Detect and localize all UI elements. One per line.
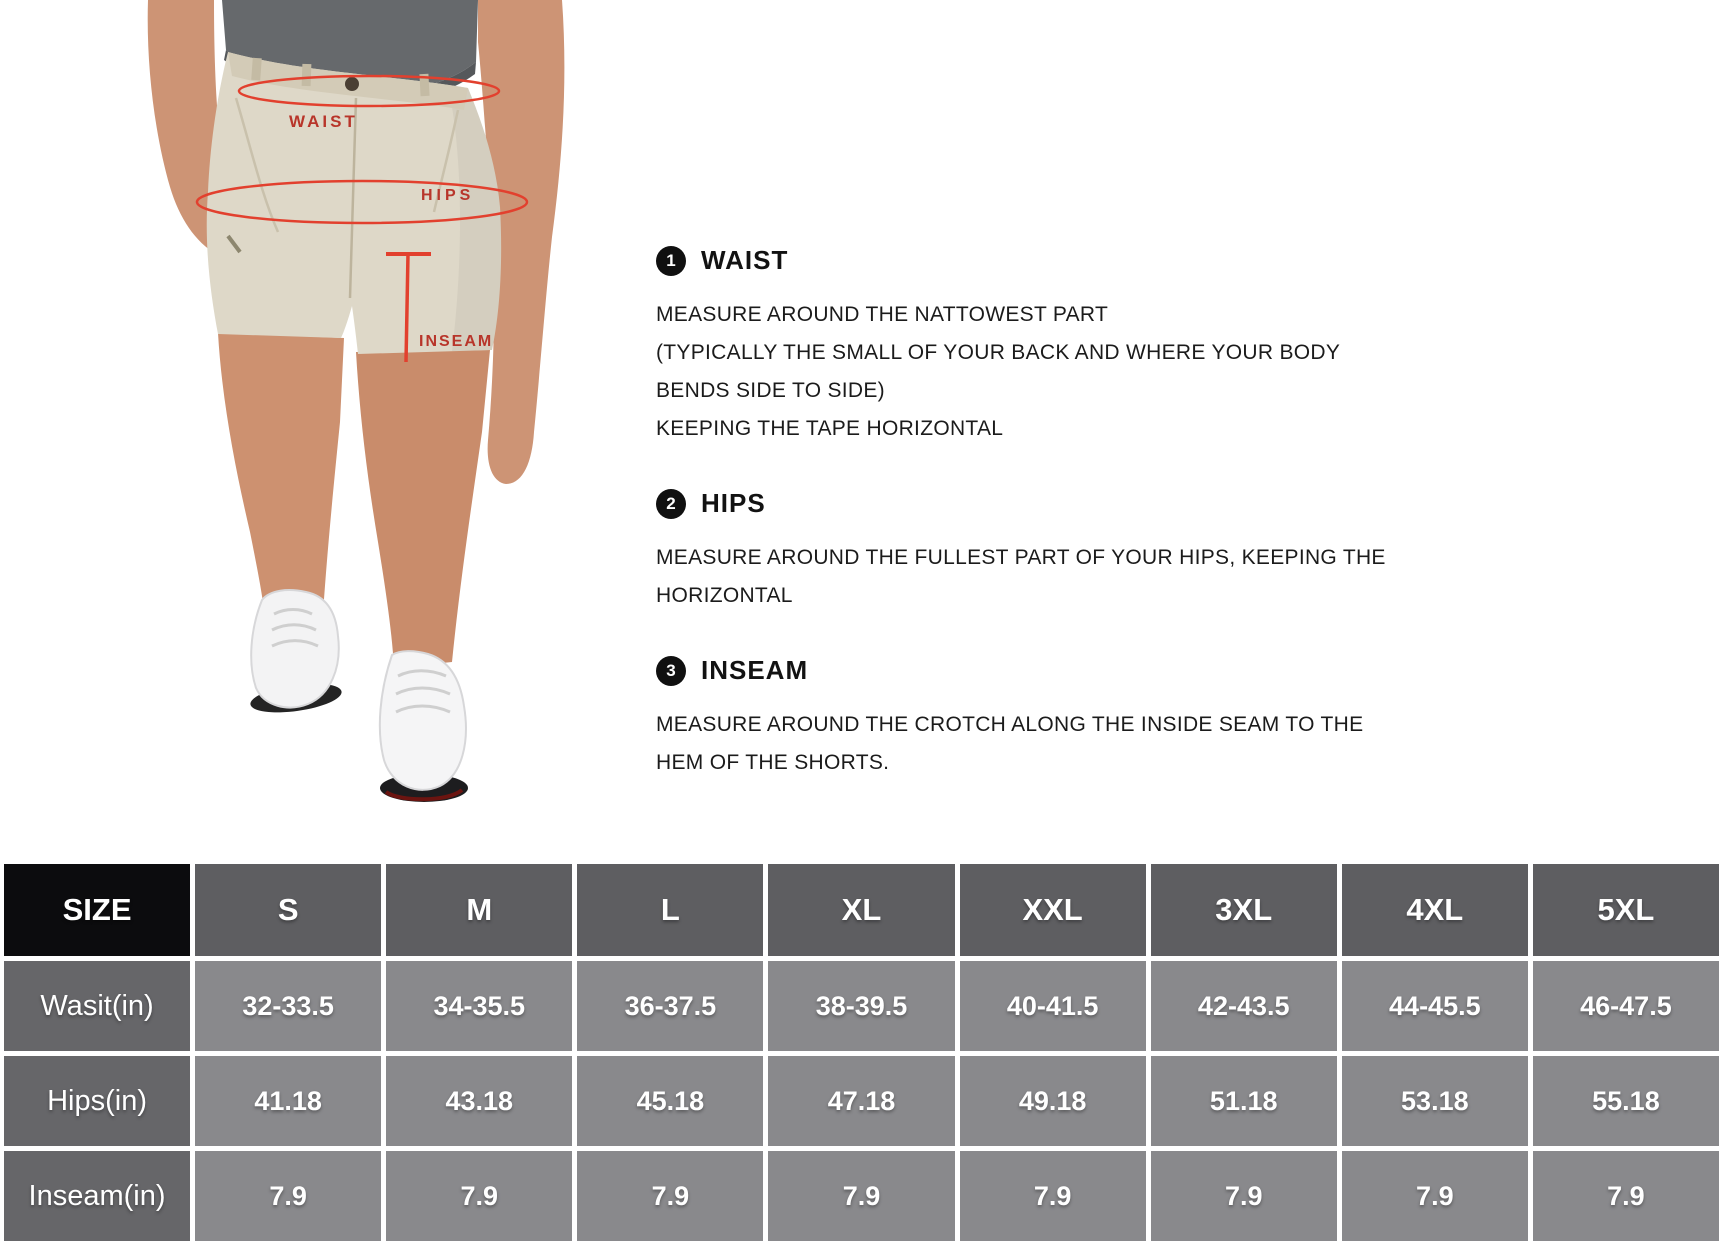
table-cell: 40-41.5: [960, 961, 1146, 1051]
instruction-waist-heading: [656, 245, 1696, 276]
instruction-line: (TYPICALLY THE SMALL OF YOUR BACK AND WHERE YOUR BODY: [656, 341, 1341, 364]
table-cell: 45.18: [577, 1056, 763, 1146]
table-row-hips: [4, 1056, 1719, 1146]
table-cell: 55.18: [1533, 1056, 1719, 1146]
row-label: Wasit(in): [4, 961, 190, 1051]
column-header: S: [195, 864, 381, 956]
table-cell: 49.18: [960, 1056, 1146, 1146]
table-cell: 41.18: [195, 1056, 381, 1146]
instruction-hips-heading: [656, 488, 1696, 519]
instruction-title: HIPS: [701, 488, 766, 518]
table-cell: 32-33.5: [195, 961, 381, 1051]
instruction-line: BENDS SIDE TO SIDE): [656, 379, 885, 402]
inseam-measure-line: [406, 254, 408, 362]
instruction-line: MEASURE AROUND THE FULLEST PART OF YOUR HIPS, KEEPING THE: [656, 546, 1386, 569]
table-cell: 7.9: [960, 1151, 1146, 1241]
column-header: L: [577, 864, 763, 956]
table-cell: 7.9: [195, 1151, 381, 1241]
number-2-badge: 2: [656, 489, 686, 519]
table-row-inseam: [4, 1151, 1719, 1241]
table-cell: 47.18: [768, 1056, 954, 1146]
number-1-badge: 1: [656, 246, 686, 276]
table-cell: 46-47.5: [1533, 961, 1719, 1051]
table-row-waist: [4, 961, 1719, 1051]
waist-annotation-label: WAIST: [289, 112, 358, 131]
shorts-button: [345, 77, 359, 91]
table-cell: 43.18: [386, 1056, 572, 1146]
column-header: XXL: [960, 864, 1146, 956]
column-header: 5XL: [1533, 864, 1719, 956]
table-cell: 34-35.5: [386, 961, 572, 1051]
row-label: Hips(in): [4, 1056, 190, 1146]
instruction-inseam: [656, 655, 1696, 782]
table-header-row: [4, 864, 1719, 956]
column-header: XL: [768, 864, 954, 956]
row-label: Inseam(in): [4, 1151, 190, 1241]
table-cell: 51.18: [1151, 1056, 1337, 1146]
model-photo: [0, 0, 600, 862]
instruction-inseam-heading: [656, 655, 1696, 686]
instruction-line: HEM OF THE SHORTS.: [656, 751, 890, 774]
instruction-body: [656, 296, 1696, 448]
table-cell: 36-37.5: [577, 961, 763, 1051]
instruction-title: WAIST: [701, 245, 789, 275]
table-cell: 7.9: [768, 1151, 954, 1241]
table-cell: 7.9: [1342, 1151, 1528, 1241]
belt-loop: [302, 64, 312, 86]
belt-loop: [251, 58, 262, 81]
instruction-body: [656, 539, 1696, 615]
hips-annotation-label: HIPS: [421, 187, 475, 204]
table-cell: 7.9: [1151, 1151, 1337, 1241]
instruction-hips: [656, 488, 1696, 615]
instruction-line: MEASURE AROUND THE NATTOWEST PART: [656, 303, 1109, 326]
inseam-annotation-label: INSEAM: [419, 333, 494, 350]
table-cell: 7.9: [386, 1151, 572, 1241]
instruction-line: KEEPING THE TAPE HORIZONTAL: [656, 417, 1004, 440]
left-shoe-body: [251, 590, 339, 707]
table-cell: 44-45.5: [1342, 961, 1528, 1051]
left-leg-shape: [218, 333, 344, 630]
table-cell: 7.9: [577, 1151, 763, 1241]
column-header: 3XL: [1151, 864, 1337, 956]
instruction-title: INSEAM: [701, 655, 809, 685]
table-cell: 7.9: [1533, 1151, 1719, 1241]
instruction-line: MEASURE AROUND THE CROTCH ALONG THE INSIDE SEAM TO THE: [656, 713, 1364, 736]
number-3-badge: 3: [656, 656, 686, 686]
instruction-waist: [656, 245, 1696, 448]
right-leg-shape: [356, 350, 490, 668]
size-header-cell: SIZE: [4, 864, 190, 956]
table-cell: 53.18: [1342, 1056, 1528, 1146]
column-header: M: [386, 864, 572, 956]
size-chart-table: [0, 860, 1723, 1246]
table-cell: 38-39.5: [768, 961, 954, 1051]
column-header: 4XL: [1342, 864, 1528, 956]
measuring-instructions: [656, 245, 1696, 782]
table-cell: 42-43.5: [1151, 961, 1337, 1051]
instruction-body: [656, 706, 1696, 782]
instruction-line: HORIZONTAL: [656, 584, 793, 607]
